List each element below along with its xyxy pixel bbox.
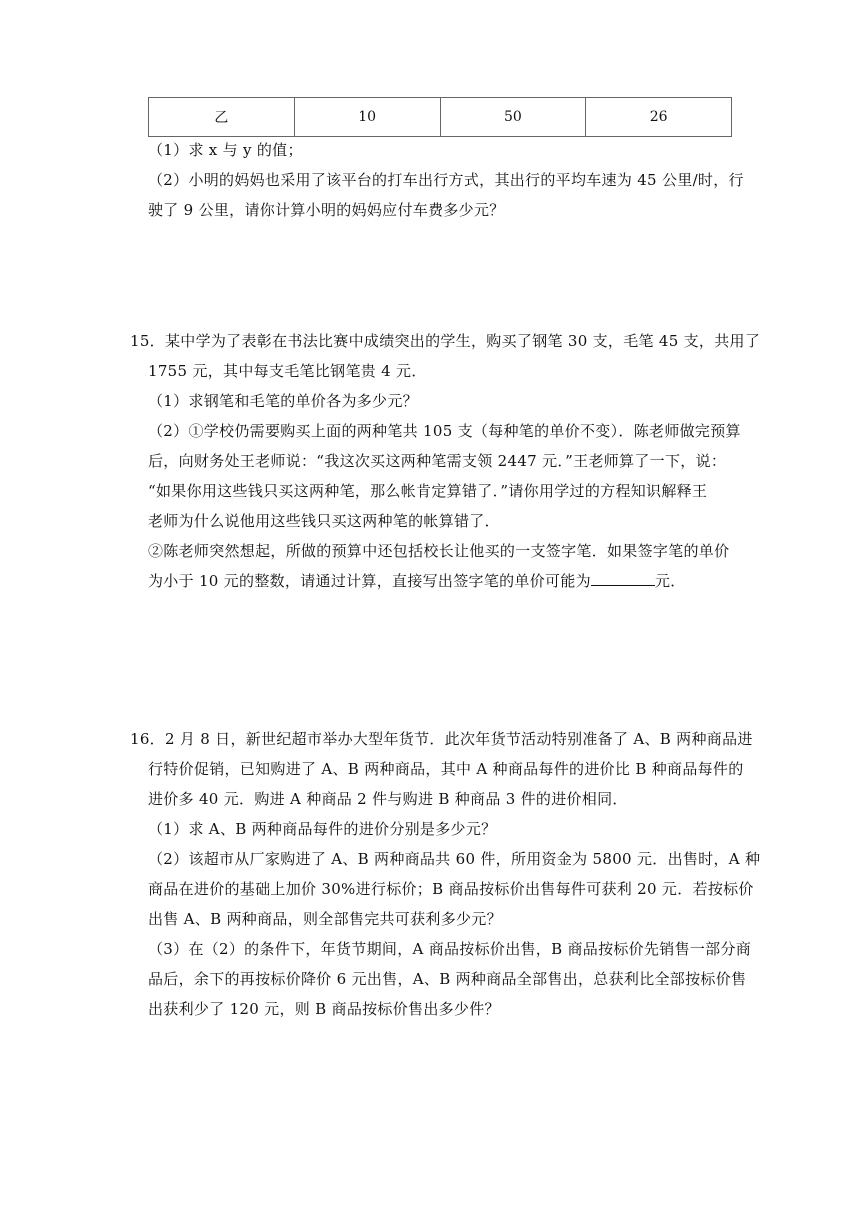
q15-sub3-text: 为小于 10 元的整数，请通过计算，直接写出签字笔的单价可能为 [148,572,591,590]
q16-sub3-line3: 出获利少了 120 元，则 B 商品按标价售出多少件？ [148,1000,500,1018]
q16-sub2-line2: 商品在进价的基础上加价 30%进行标价；B 商品按标价出售每件可获利 20 元．若按标价 [148,880,754,898]
q16-sub2-line3: 出售 A、B 两种商品，则全部售完共可获利多少元？ [148,910,502,928]
q16-sub1: （1）求 A、B 两种商品每件的进价分别是多少元？ [148,820,497,838]
q15-sub2-line3: “如果你用这些钱只买这两种笔，那么帐肯定算错了．”请你用学过的方程知识解释王 [148,482,708,500]
q15-sub2-line4: 老师为什么说他用这些钱只买这两种笔的帐算错了． [148,512,500,530]
q15-stem-line2: 1755 元，其中每支毛笔比钢笔贵 4 元． [148,362,427,380]
fare-table [148,97,732,137]
q15-stem-line1: 15．某中学为了表彰在书法比赛中成绩突出的学生，购买了钢笔 30 支，毛笔 45 支，共用了 [130,332,761,350]
q16-sub3-line1: （3）在（2）的条件下，年货节期间，A 商品按标价出售，B 商品按标价先销售一部分商 [148,940,752,958]
q15-sub2-line2: 后，向财务处王老师说：“我这次买这两种笔需支领 2447 元．”王老师算了一下，说： [148,452,727,470]
q15-sub3-line2 [148,571,686,591]
q15-sub3-unit: 元． [654,572,686,590]
q16-sub2-line1: （2）该超市从厂家购进了 A、B 两种商品共 60 件，所用资金为 5800 元．出售时，A 种 [148,850,761,868]
table-cell: 26 [586,98,732,137]
q15-sub2-line1: （2）①学校仍需要购买上面的两种笔共 105 支（每种笔的单价不变）．陈老师做完预算 [148,422,741,440]
q15-sub3-line1: ②陈老师突然想起，所做的预算中还包括校长让他买的一支签字笔．如果签字笔的单价 [148,542,730,560]
answer-blank[interactable] [591,571,655,586]
q16-stem-line1: 16．2 月 8 日，新世纪超市举办大型年货节．此次年货节活动特别准备了 A、B 两种商品进 [130,730,753,748]
q14-sub2-line1: （2）小明的妈妈也采用了该平台的打车出行方式，其出行的平均车速为 45 公里/时，行 [148,171,744,189]
q14-sub1: （1）求 x 与 y 的值； [148,141,303,159]
q16-stem-line2: 行特价促销，已知购进了 A、B 两种商品，其中 A 种商品每件的进价比 B 种商品每件的 [148,760,744,778]
q15-sub1: （1）求钢笔和毛笔的单价各为多少元？ [148,392,418,410]
table-cell: 10 [294,98,440,137]
table-cell: 乙 [149,98,295,137]
table-cell: 50 [440,98,586,137]
q16-sub3-line2: 品后，余下的再按标价降价 6 元出售，A、B 两种商品全部售出，总获利比全部按标价售 [148,970,747,988]
q14-sub2-line2: 驶了 9 公里，请你计算小明的妈妈应付车费多少元？ [148,201,505,219]
table-row [149,98,732,137]
q16-stem-line3: 进价多 40 元．购进 A 种商品 2 件与购进 B 种商品 3 件的进价相同． [148,790,628,808]
